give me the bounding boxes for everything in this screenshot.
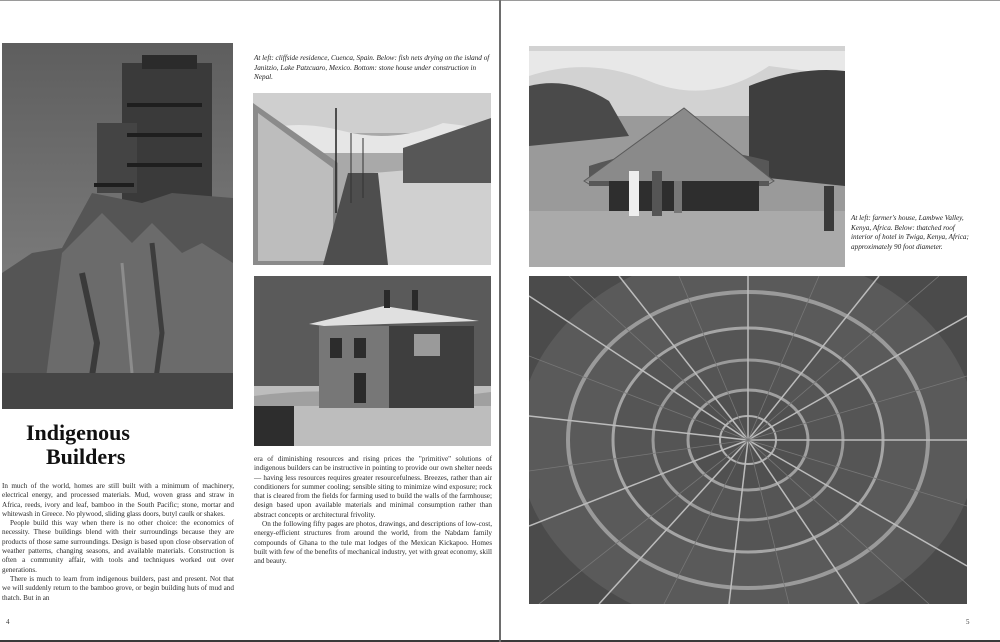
right-page-caption: At left: farmer's house, Lambwe Valley, Kenya, Africa. Below: thatched roof interior of hotel in Twiga, Kenya, Africa; approximately 90 foot diameter. [851,214,969,251]
col1-paragraph-3: There is much to learn from indigenous builders, past and present. Not that we will suddenly return to the bamboo grove, or begin building huts of mud and thatch. But in an [2,574,234,602]
body-column-2 [254,455,492,567]
right-page-number: 5 [966,618,970,626]
col1-paragraph-1: In much of the world, homes are still built with a minimum of machinery, electrical energy, and processed materials. Mud, woven grass and straw in Africa, reeds, ivory and leaf, bamboo in the South Pacific; stone, mortar and whitewash in Greece. No plywood, sliding glass doors, butyl caulk or shakes. [2,482,234,518]
photo-fish-nets-janitzio [253,93,491,265]
photo-thatched-roof-interior [529,276,967,604]
left-page-caption: At left: cliffside residence, Cuenca, Spain. Below: fish nets drying on the island of Janitzio, Lake Patzcuaro, Mexico. Bottom: stone house under construction in Nepal. [254,54,490,81]
col1-paragraph-2: People build this way when there is no other choice: the economics of necessity. These buildings blend with their surroundings because they are products of those same surroundings. Design is based upon close observation of weather patterns, changing seasons, and available materials. Construction is often a community affair, with tools and techniques worked out over generations. [2,519,234,574]
photo-cliffside-residence [2,43,233,409]
photo-farmers-house-lambwe [529,46,845,267]
photo-stone-house-nepal [254,276,491,446]
title-line-1: Indigenous [26,420,130,445]
title-line-2: Builders [46,444,126,469]
body-column-1 [2,482,234,603]
col2-paragraph-1: era of diminishing resources and rising prices the "primitive" solutions of indigenous builders can be instructive in pointing to provide our own shelter needs — having less resources requires greater resourcefulness. Breezes, rather than air conditioners for summer cooling; sensible siting to minimize wind exposure; rock that is cleared from the fields for farming used to build the walls of the farmhouse; design based upon available materials and minimal consumption rather than abstract concepts or architectural frivolity. [254,455,492,519]
book-gutter [499,0,501,642]
left-page-number: 4 [6,618,10,626]
article-title [26,421,236,469]
col2-paragraph-2: On the following fifty pages are photos, drawings, and descriptions of low-cost, energy-efficient structures from around the world, from the Nabdam family compounds of Ghana to the tule mat lodges of the Mexican Kickapoo. Homes built with few of the benefits of mechanical industry, yet with great economy, skill and beauty. [254,520,492,566]
